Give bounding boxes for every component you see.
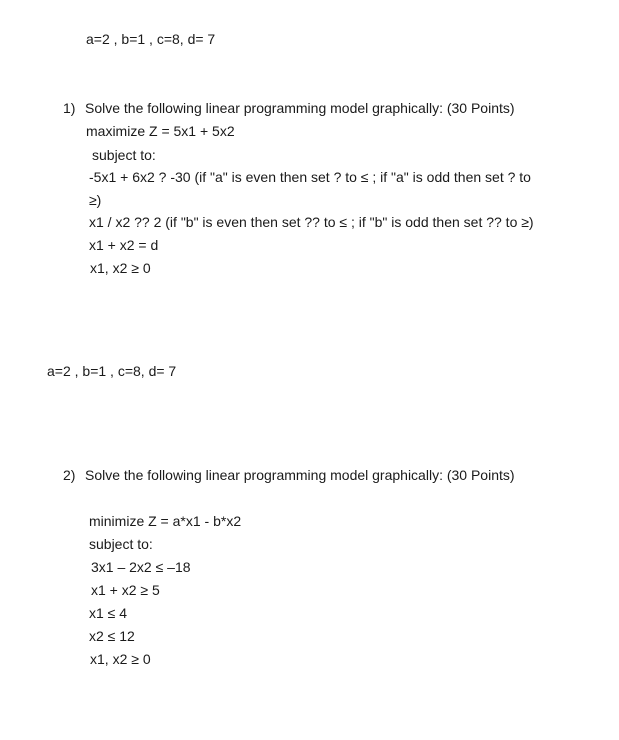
- problem2-constraint: 3x1 – 2x2 ≤ –18: [91, 559, 191, 575]
- problem1-params: a=2 , b=1 , c=8, d= 7: [86, 31, 216, 47]
- problem1-subject-to: subject to:: [92, 147, 156, 163]
- problem2-constraint: x1 ≤ 4: [89, 605, 128, 621]
- problem2-constraint: x1, x2 ≥ 0: [90, 651, 151, 667]
- problem2-constraint: x1 + x2 ≥ 5: [91, 582, 160, 598]
- problem1-constraint: -5x1 + 6x2 ? -30 (if "a" is even then set ? to ≤ ; if "a" is odd then set ? to: [89, 169, 531, 185]
- problem2-heading: [63, 466, 515, 484]
- problem2-number: 2): [63, 467, 76, 483]
- problem2-constraint: x2 ≤ 12: [89, 628, 135, 644]
- problem2-objective: minimize Z = a*x1 - b*x2: [89, 513, 242, 529]
- problem1-constraint: ≥): [89, 192, 102, 208]
- problem1-constraint: x1 / x2 ?? 2 (if "b" is even then set ?? to ≤ ; if "b" is odd then set ?? to ≥): [89, 214, 534, 230]
- problem1-objective: maximize Z = 5x1 + 5x2: [86, 123, 235, 139]
- problem1-title: Solve the following linear programming model graphically: (30 Points): [85, 100, 515, 116]
- problem2-params: a=2 , b=1 , c=8, d= 7: [47, 363, 177, 379]
- problem1-number: 1): [63, 100, 76, 116]
- problem2-title: Solve the following linear programming model graphically: (30 Points): [85, 467, 515, 483]
- problem1-constraint: x1, x2 ≥ 0: [90, 260, 151, 276]
- problem2-subject-to: subject to:: [89, 536, 153, 552]
- problem1-heading: [63, 99, 515, 117]
- problem1-constraint: x1 + x2 = d: [89, 237, 159, 253]
